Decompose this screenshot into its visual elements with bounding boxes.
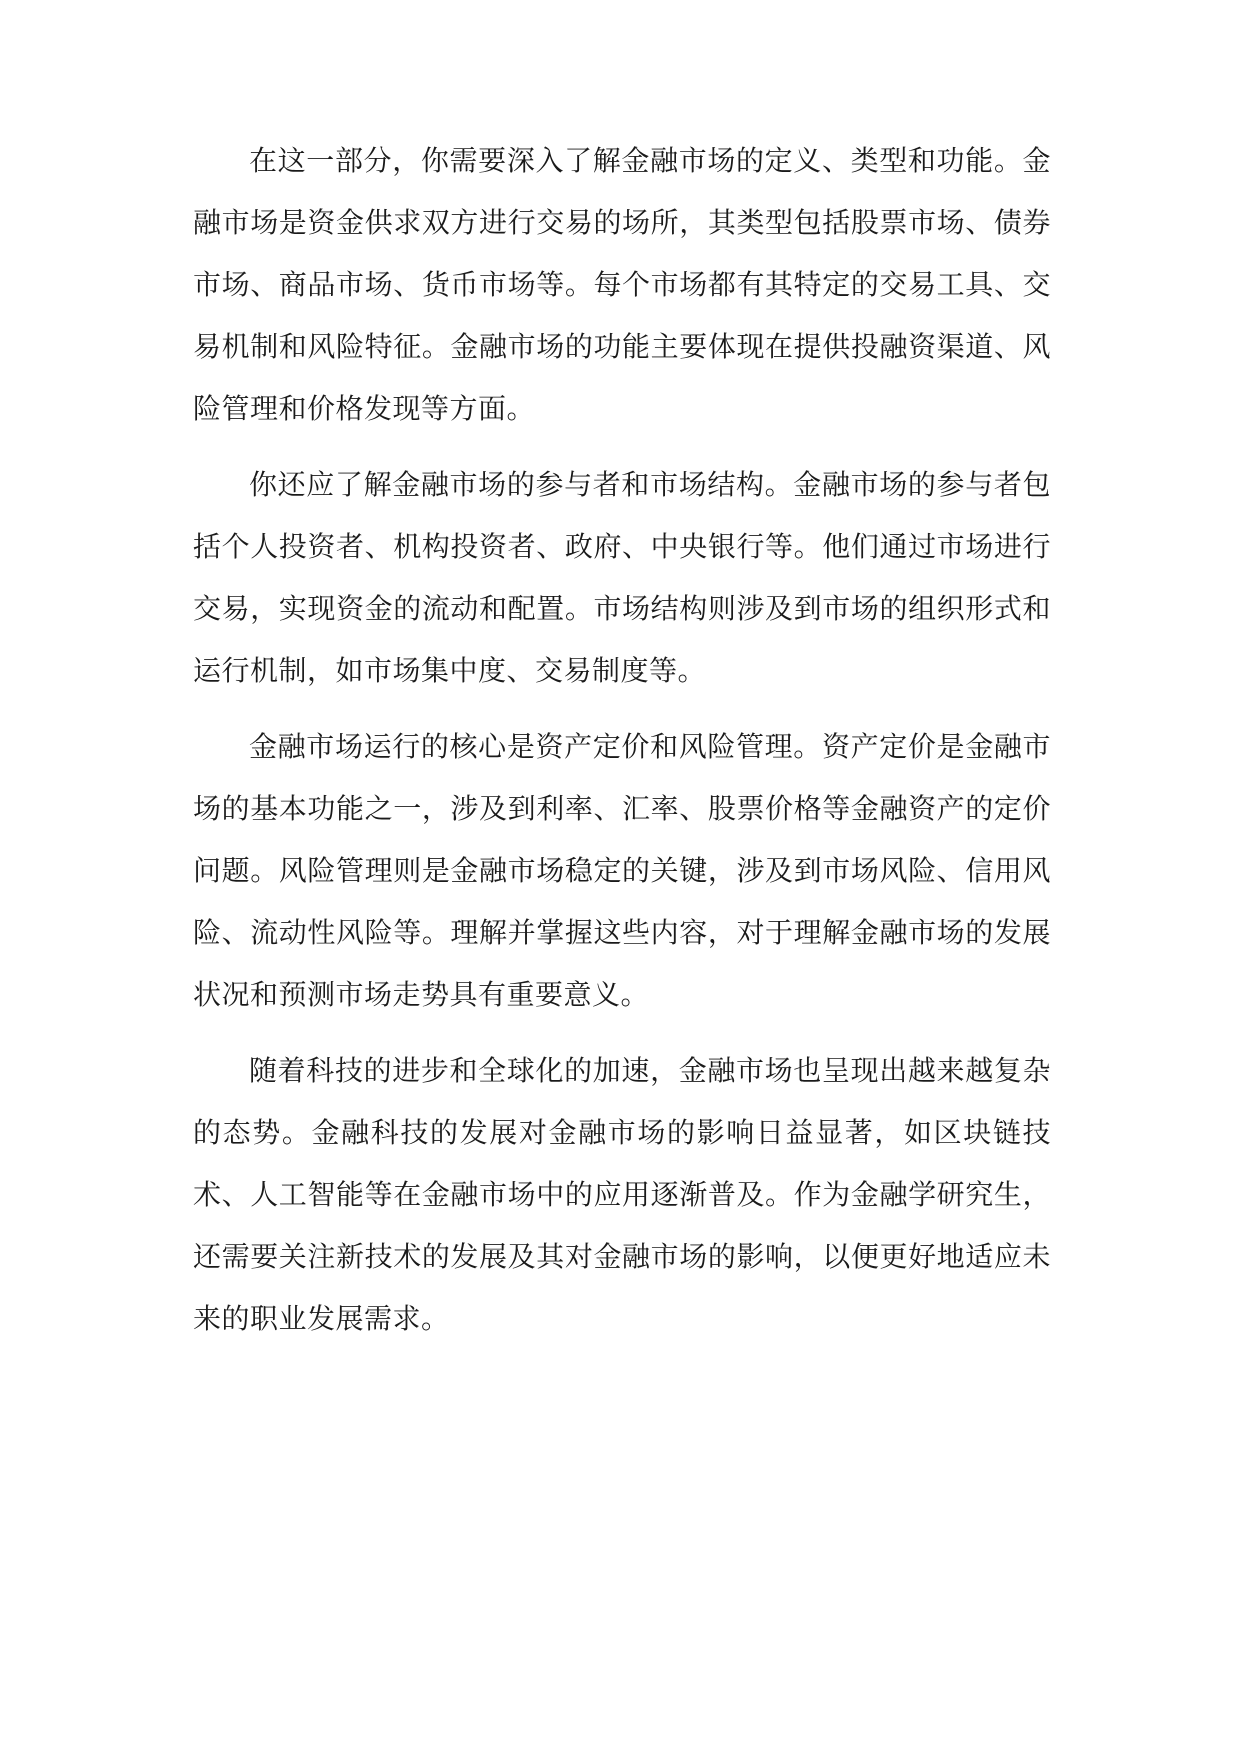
- document-body: [193, 130, 1051, 1364]
- paragraph-market-participants: 你还应了解金融市场的参与者和市场结构。金融市场的参与者包括个人投资者、机构投资者、政府、中央银行等。他们通过市场进行交易，实现资金的流动和配置。市场结构则涉及到市场的组织形式和运行机制，如市场集中度、交易制度等。: [193, 468, 1051, 687]
- paragraph-fintech-trends: 随着科技的进步和全球化的加速，金融市场也呈现出越来越复杂的态势。金融科技的发展对金融市场的影响日益显著，如区块链技术、人工智能等在金融市场中的应用逐渐普及。作为金融学研究生，还需要关注新技术的发展及其对金融市场的影响，以便更好地适应未来的职业发展需求。: [193, 1054, 1051, 1335]
- paragraph-asset-pricing-risk: 金融市场运行的核心是资产定价和风险管理。资产定价是金融市场的基本功能之一，涉及到利率、汇率、股票价格等金融资产的定价问题。风险管理则是金融市场稳定的关键，涉及到市场风险、信用风险、流动性风险等。理解并掌握这些内容，对于理解金融市场的发展状况和预测市场走势具有重要意义。: [193, 730, 1051, 1011]
- paragraph-financial-market-definition: 在这一部分，你需要深入了解金融市场的定义、类型和功能。金融市场是资金供求双方进行交易的场所，其类型包括股票市场、债券市场、商品市场、货币市场等。每个市场都有其特定的交易工具、交易机制和风险特征。金融市场的功能主要体现在提供投融资渠道、风险管理和价格发现等方面。: [193, 144, 1051, 425]
